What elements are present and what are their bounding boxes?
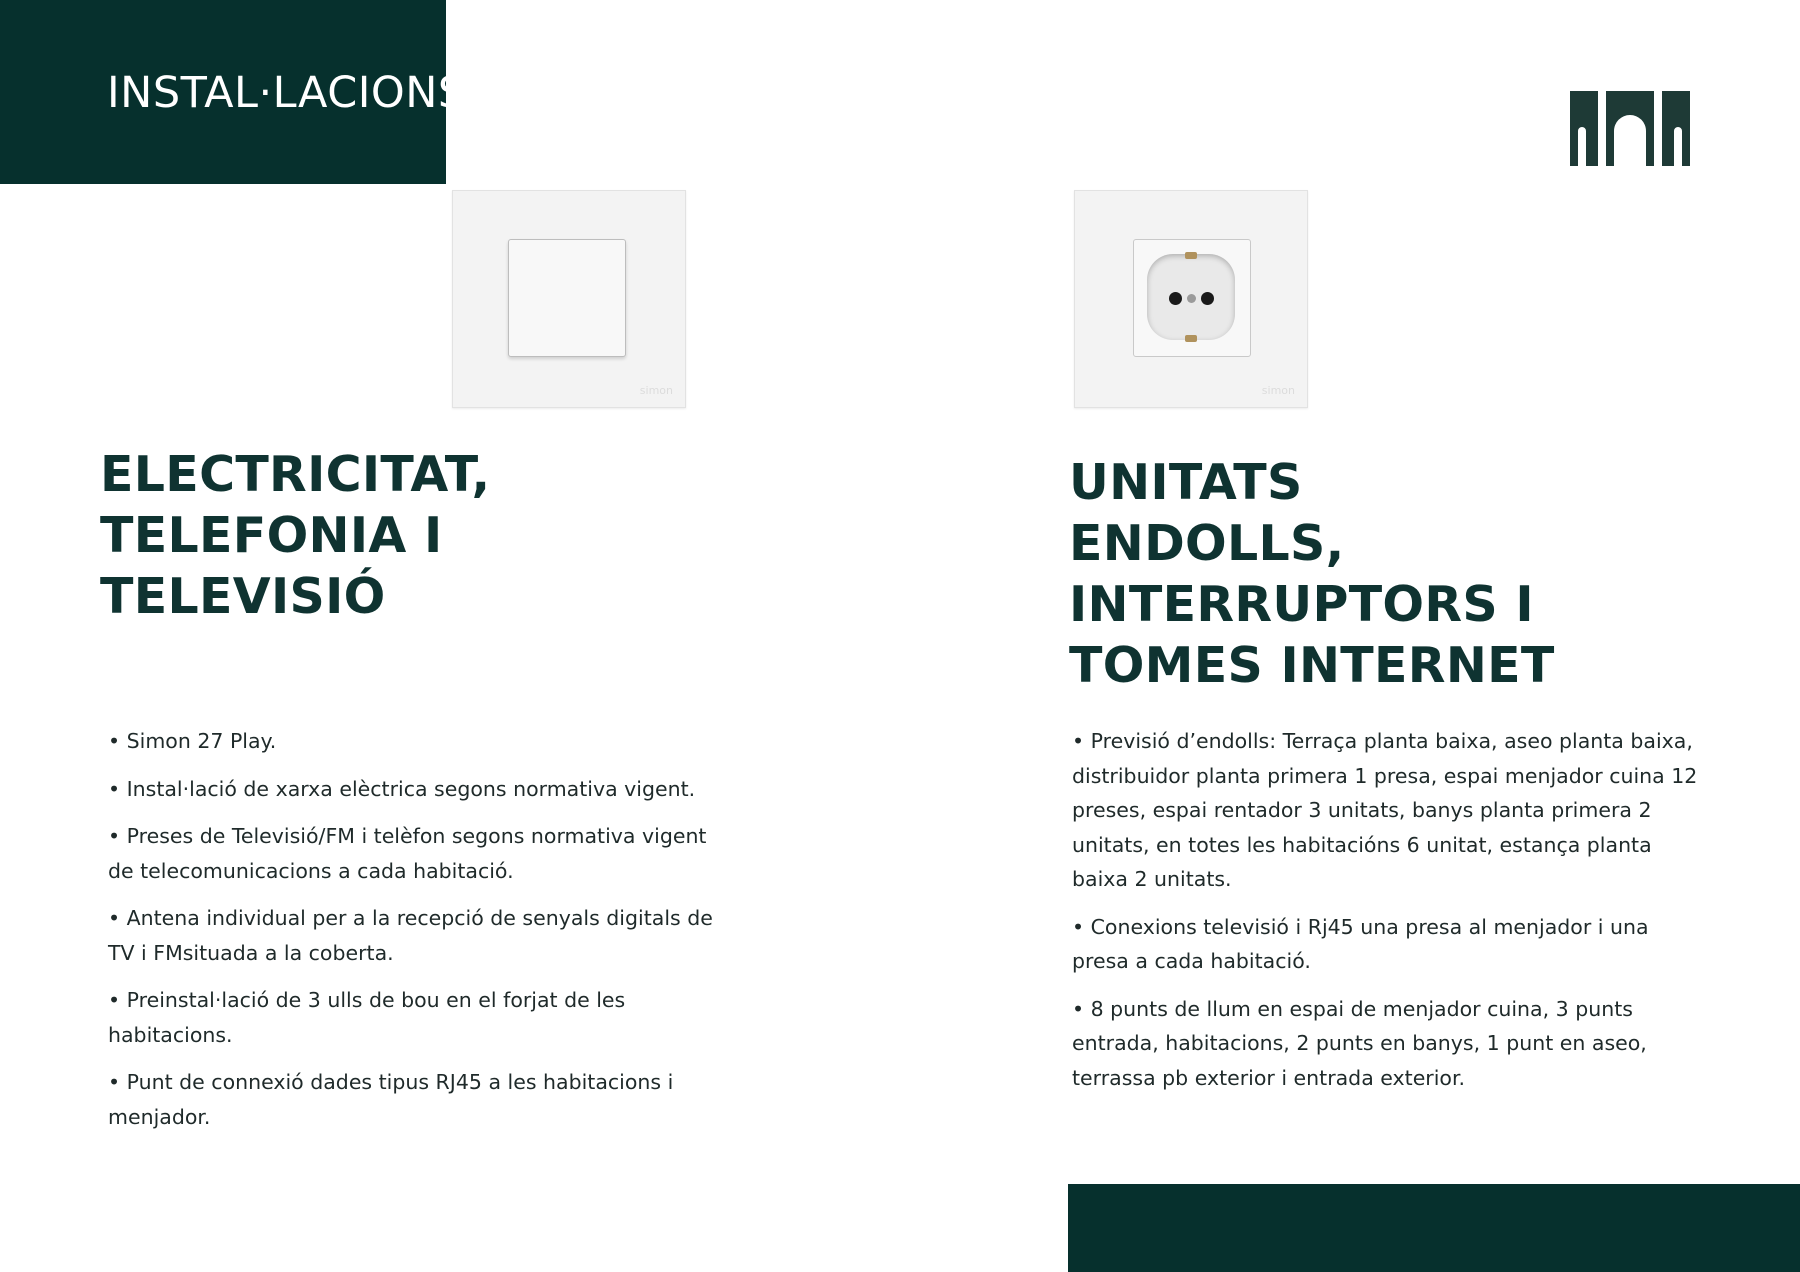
heading-line: ENDOLLS, (1069, 515, 1345, 572)
list-item: • Preses de Televisió/FM i telèfon segons normativa vigent de telecomunicacions a cada habitació. (108, 819, 720, 888)
section-label: INSTAL·LACIONS (107, 68, 466, 118)
list-item: • Conexions televisió i Rj45 una presa al menjador i una presa a cada habitació. (1072, 910, 1704, 979)
heading-line: ELECTRICITAT, (100, 446, 491, 503)
footer-band (1068, 1184, 1800, 1272)
arches-logo-icon (1570, 91, 1690, 166)
socket-well (1147, 254, 1235, 340)
light-switch-image (452, 190, 686, 408)
heading-line: INTERRUPTORS I (1069, 576, 1534, 633)
earth-clip (1185, 252, 1197, 259)
switch-rocker (508, 239, 626, 357)
header-band (0, 0, 466, 184)
socket-pin-hole (1201, 292, 1214, 305)
list-item: • Previsió d’endolls: Terraça planta baixa, aseo planta baixa, distribuidor planta primera 1 presa, espai menjador cuina 12 preses, espai rentador 3 unitats, banys planta primera 2 unitats, en totes les habitacións 6 unitat, estança planta baixa 2 unitats. (1072, 724, 1704, 897)
list-item: • 8 punts de llum en espai de menjador cuina, 3 punts entrada, habitacions, 2 punts en banys, 1 punt en aseo, terrassa pb exterior i entrada exterior. (1072, 992, 1704, 1096)
heading-line: UNITATS (1069, 454, 1303, 511)
list-item: • Simon 27 Play. (108, 724, 720, 759)
list-item: • Punt de connexió dades tipus RJ45 a les habitacions i menjador. (108, 1065, 720, 1134)
list-item: • Preinstal·lació de 3 ulls de bou en el forjat de les habitacions. (108, 983, 720, 1052)
socket-frame (1133, 239, 1251, 357)
electricity-heading (100, 444, 490, 627)
sockets-heading (1069, 452, 1555, 696)
brand-mark: simon (1261, 384, 1295, 397)
power-socket-image (1074, 190, 1308, 408)
heading-line: TELEVISIÓ (100, 568, 386, 625)
sockets-features-list (1072, 724, 1704, 1108)
socket-center (1187, 294, 1196, 303)
list-item: • Antena individual per a la recepció de senyals digitals de TV i FMsituada a la coberta. (108, 901, 720, 970)
earth-clip (1185, 335, 1197, 342)
heading-line: TOMES INTERNET (1069, 637, 1555, 694)
brand-mark: simon (639, 384, 673, 397)
heading-line: TELEFONIA I (100, 507, 443, 564)
list-item: • Instal·lació de xarxa elèctrica segons normativa vigent. (108, 772, 720, 807)
socket-pin-hole (1169, 292, 1182, 305)
electricity-features-list (108, 724, 720, 1147)
